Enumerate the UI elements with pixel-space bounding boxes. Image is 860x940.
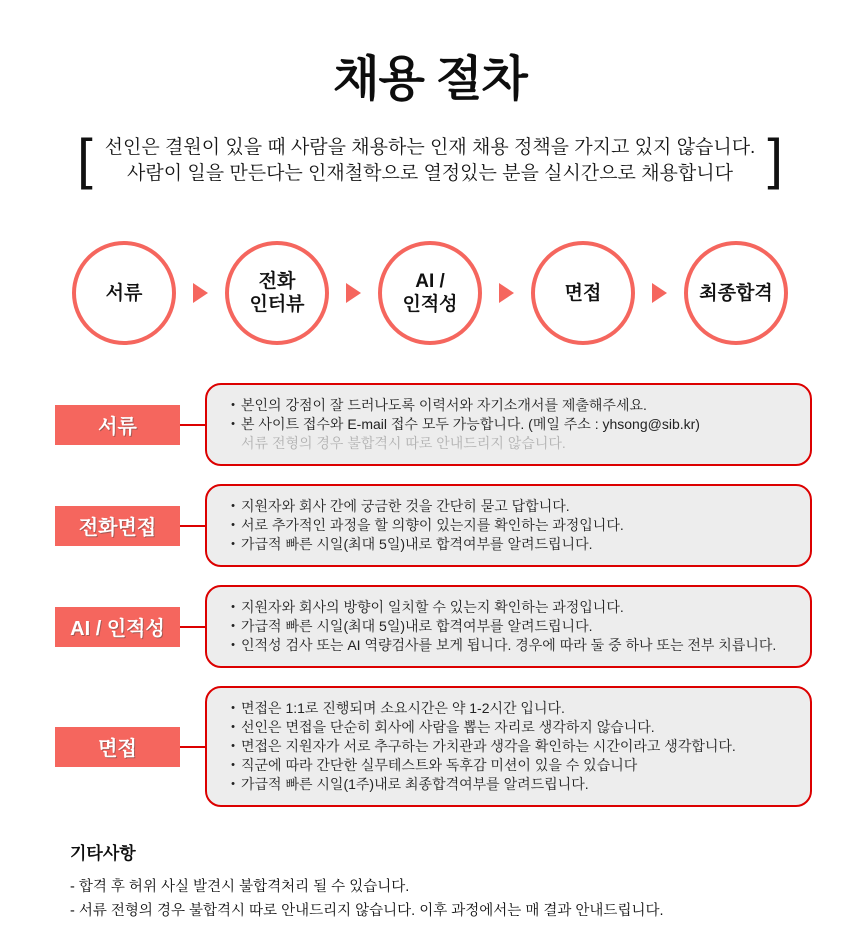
arrow-right-icon (652, 283, 667, 303)
bullet-text: 본 사이트 접수와 E-mail 접수 모두 가능합니다. (메일 주소 : yhsong@sib.kr) (241, 416, 700, 433)
process-step-label: 인적성 (402, 294, 458, 316)
sections (55, 383, 812, 807)
bullet-icon: • (231, 702, 235, 715)
connector-line (180, 525, 205, 527)
bullet-text: 가급적 빠른 시일(최대 5일)내로 합격여부를 알려드립니다. (241, 618, 593, 635)
muted-note-line (225, 434, 792, 453)
arrow-right-icon (193, 283, 208, 303)
process-step-label: 인터뷰 (249, 294, 305, 316)
other-notes-title: 기타사항 (70, 844, 136, 864)
process-section (55, 383, 812, 466)
bullet-item (225, 617, 792, 636)
process-step-circle (531, 241, 635, 345)
process-step-label: 전화 (258, 270, 296, 292)
process-step-circle (225, 241, 329, 345)
section-content-box (205, 686, 812, 807)
connector-line (180, 626, 205, 628)
section-label: 서류 (55, 405, 180, 445)
process-section (55, 585, 812, 668)
bullet-text: 선인은 면접을 단순히 회사에 사람을 뽑는 자리로 생각하지 않습니다. (241, 719, 655, 736)
bullet-icon: • (231, 620, 235, 633)
section-content-box (205, 585, 812, 668)
process-step-label: AI / (415, 270, 445, 292)
bullet-item (225, 396, 792, 415)
intro-line-2: 사람이 일을 만든다는 인재철학으로 열정있는 분을 실시간으로 채용합니다 (127, 163, 733, 185)
section-content-box (205, 484, 812, 567)
bullet-item (225, 636, 792, 655)
bullet-item (225, 737, 792, 756)
bullet-icon: • (231, 778, 235, 791)
bullet-item (225, 415, 792, 434)
bullet-item (225, 718, 792, 737)
bullet-icon: • (231, 418, 235, 431)
bullet-item (225, 535, 792, 554)
bullet-icon: • (231, 538, 235, 551)
bullet-text: 지원자와 회사의 방향이 일치할 수 있는지 확인하는 과정입니다. (241, 599, 624, 616)
process-step-circle (684, 241, 788, 345)
intro-line-1: 선인은 결원이 있을 때 사람을 채용하는 인재 채용 정책을 가지고 있지 않습니다. (104, 137, 756, 158)
other-notes-item: - 합격 후 허위 사실 발견시 불합격처리 될 수 있습니다. (70, 879, 410, 896)
intro-quote (0, 127, 860, 191)
bullet-text: 가급적 빠른 시일(최대 5일)내로 합격여부를 알려드립니다. (241, 536, 593, 553)
bullet-icon: • (231, 740, 235, 753)
process-flow (0, 241, 860, 345)
other-notes (70, 839, 810, 924)
bullet-item (225, 775, 792, 794)
process-section (55, 484, 812, 567)
bullet-text: 면접은 지원자가 서로 추구하는 가치관과 생각을 확인하는 시간이라고 생각합니다. (241, 738, 736, 755)
bullet-item (225, 756, 792, 775)
process-step-label: 서류 (105, 282, 143, 304)
intro-text (99, 135, 762, 187)
bullet-item (225, 497, 792, 516)
bullet-text: 가급적 빠른 시일(1주)내로 최종합격여부를 알려드립니다. (241, 776, 589, 793)
connector-line (180, 746, 205, 748)
bullet-icon: • (231, 759, 235, 772)
process-step-circle (72, 241, 176, 345)
bullet-icon: • (231, 721, 235, 734)
bullet-text: 서로 추가적인 과정을 할 의향이 있는지를 확인하는 과정입니다. (241, 517, 624, 534)
bullet-icon: • (231, 519, 235, 532)
section-content-box (205, 383, 812, 466)
right-bracket-decoration: ] (767, 127, 783, 191)
bullet-item (225, 699, 792, 718)
recruitment-process-page (0, 40, 860, 940)
process-step-label: 최종합격 (699, 282, 773, 304)
connector-line (180, 424, 205, 426)
page-title: 채용 절차 (333, 53, 527, 106)
bullet-icon: • (231, 639, 235, 652)
bullet-item (225, 598, 792, 617)
section-label: AI / 인적성 (55, 607, 180, 647)
process-section (55, 686, 812, 807)
bullet-icon: • (231, 601, 235, 614)
bullet-text: 본인의 강점이 잘 드러나도록 이력서와 자기소개서를 제출해주세요. (241, 397, 647, 414)
section-label: 전화면접 (55, 506, 180, 546)
other-notes-item: - 서류 전형의 경우 불합격시 따로 안내드리지 않습니다. 이후 과정에서는 매 결과 안내드립니다. (70, 903, 664, 920)
bullet-text: 인적성 검사 또는 AI 역량검사를 보게 됩니다. 경우에 따라 둘 중 하나 또는 전부 치릅니다. (241, 637, 777, 654)
bullet-icon: • (231, 500, 235, 513)
bullet-item (225, 516, 792, 535)
bullet-text: 직군에 따라 간단한 실무테스트와 독후감 미션이 있을 수 있습니다 (241, 757, 638, 774)
muted-note-text: 서류 전형의 경우 불합격시 따로 안내드리지 않습니다. (241, 435, 566, 452)
left-bracket-decoration: [ (77, 127, 93, 191)
bullet-text: 면접은 1:1로 진행되며 소요시간은 약 1-2시간 입니다. (241, 700, 565, 717)
arrow-right-icon (346, 283, 361, 303)
process-step-circle (378, 241, 482, 345)
process-step-label: 면접 (564, 282, 602, 304)
arrow-right-icon (499, 283, 514, 303)
bullet-text: 지원자와 회사 간에 궁금한 것을 간단히 묻고 답합니다. (241, 498, 570, 515)
section-label: 면접 (55, 727, 180, 767)
bullet-icon: • (231, 399, 235, 412)
